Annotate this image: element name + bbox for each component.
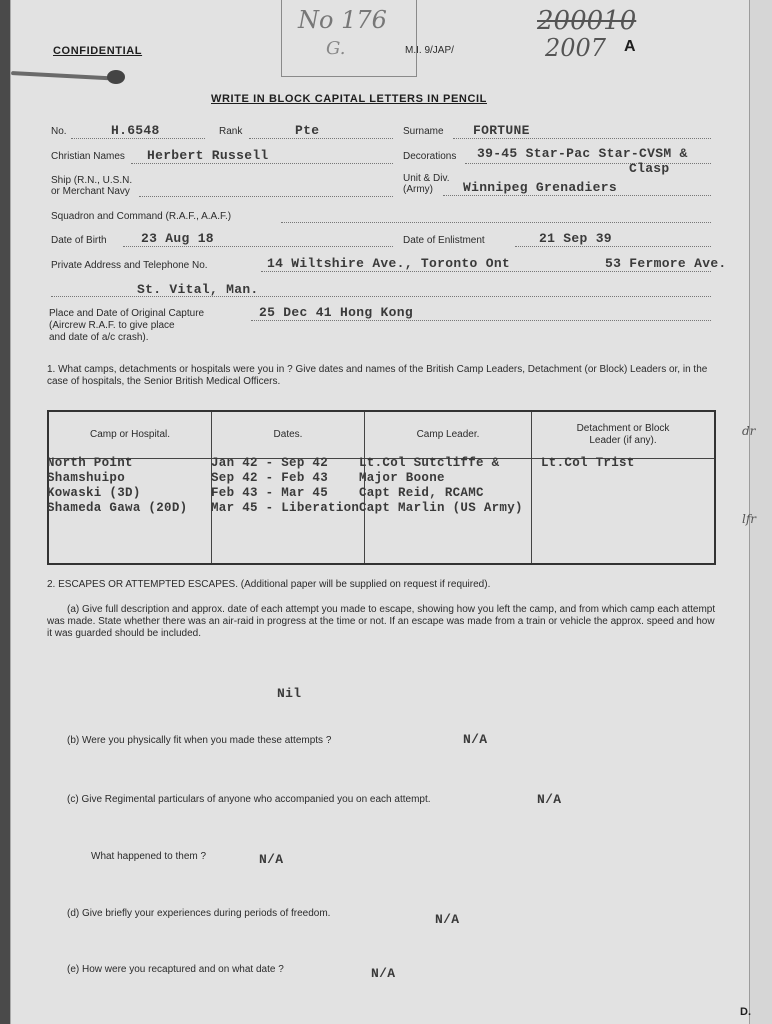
aircrew-label: (Aircrew R.A.F. to give place xyxy=(49,320,175,331)
mi-reference: M.I. 9/JAP/ xyxy=(405,45,454,56)
form-title: WRITE IN BLOCK CAPITAL LETTERS IN PENCIL xyxy=(211,93,487,105)
address-value-cont: St. Vital, Man. xyxy=(137,282,259,297)
answer-e: N/A xyxy=(371,966,396,981)
col-leader-header: Camp Leader. xyxy=(365,411,532,459)
corner-mark: D. xyxy=(740,1006,751,1018)
camp-row-leader: Major Boone xyxy=(359,471,445,485)
surname-label: Surname xyxy=(403,126,444,137)
army-label: (Army) xyxy=(403,184,433,195)
answer-c-followup: N/A xyxy=(259,852,284,867)
decorations-value: 39-45 Star-Pac Star-CVSM & xyxy=(477,146,688,161)
question-c: (c) Give Regimental particulars of anyone who accompanied you on each attempt. xyxy=(67,794,431,805)
camp-row-leader: Capt Reid, RCAMC xyxy=(359,486,484,500)
margin-note-1: dr xyxy=(742,424,756,438)
col-dates-header: Dates. xyxy=(212,411,365,459)
address-label: Private Address and Telephone No. xyxy=(51,260,208,271)
surname-value: FORTUNE xyxy=(473,123,530,138)
decorations-label: Decorations xyxy=(403,151,457,162)
form-page xyxy=(10,0,750,1024)
camp-row-leader: Lt.Col Sutcliffe & xyxy=(359,456,500,470)
rank-label: Rank xyxy=(219,126,243,137)
ship-label: Ship (R.N., U.S.N. xyxy=(51,175,133,186)
corner-letter: A xyxy=(624,38,636,55)
camp-row-dates: Sep 42 - Feb 43 xyxy=(211,471,329,485)
camp-row-dates: Jan 42 - Sep 42 xyxy=(211,456,329,470)
stamp-number: No 176 xyxy=(298,6,387,34)
stamp-sub: G. xyxy=(326,38,346,59)
dob-label: Date of Birth xyxy=(51,235,107,246)
camp-row-dates: Mar 45 - Liberation xyxy=(211,501,360,515)
question-d: (d) Give briefly your experiences during periods of freedom. xyxy=(67,908,331,919)
rank-value: Pte xyxy=(295,123,320,138)
crash-label: and date of a/c crash). xyxy=(49,332,149,343)
section1-question: 1. What camps, detachments or hospitals were you in ? Give dates and names of the British Camp Leaders, Detachment (or Block) Leaders or, in the case of hospitals, the Senior British Medical Officers. xyxy=(47,364,708,387)
question-c-followup: What happened to them ? xyxy=(91,851,207,862)
christian-names-value: Herbert Russell xyxy=(147,148,269,163)
merchant-navy-label: or Merchant Navy xyxy=(51,186,130,197)
camp-row-camp: Shameda Gawa (20D) xyxy=(47,501,188,515)
registry-stamp-box xyxy=(281,0,417,77)
dob-value: 23 Aug 18 xyxy=(141,231,214,246)
squadron-label: Squadron and Command (R.A.F., A.A.F.) xyxy=(51,211,232,222)
binding-knot xyxy=(107,70,125,84)
col-camp-header: Camp or Hospital. xyxy=(48,411,212,459)
question-a: (a) Give full description and approx. date of each attempt you made to escape, showing how you left the camp, and from which camp each attempt was made. State whether there was an air-raid in progress at the time or not. If an escape was made from a train or vehicle the approx. speed and how it was guarded should be included. xyxy=(47,604,716,639)
camp-row-detachment: Lt.Col Trist xyxy=(541,456,635,470)
camp-row-dates: Feb 43 - Mar 45 xyxy=(211,486,329,500)
capture-value: 25 Dec 41 Hong Kong xyxy=(259,305,413,320)
no-label: No. xyxy=(51,126,67,137)
margin-note-2: lfr xyxy=(742,512,757,526)
camp-row-camp: North Point xyxy=(47,456,133,470)
unit-label: Unit & Div. xyxy=(403,173,450,184)
answer-c: N/A xyxy=(537,792,562,807)
service-number-value: H.6548 xyxy=(111,123,160,138)
address-value-alt: 53 Fermore Ave. xyxy=(605,256,727,271)
answer-b: N/A xyxy=(463,732,488,747)
enlistment-label: Date of Enlistment xyxy=(403,235,485,246)
corner-struck-number: 200010 xyxy=(537,6,637,36)
christian-names-label: Christian Names xyxy=(51,151,125,162)
corner-number: 2007 xyxy=(545,34,607,62)
camp-row-leader: Capt Marlin (US Army) xyxy=(359,501,523,515)
enlistment-value: 21 Sep 39 xyxy=(539,231,612,246)
camp-row-camp: Kowaski (3D) xyxy=(47,486,141,500)
section2-heading: 2. ESCAPES OR ATTEMPTED ESCAPES. (Additional paper will be supplied on request if required). xyxy=(47,579,491,590)
answer-d: N/A xyxy=(435,912,460,927)
unit-value: Winnipeg Grenadiers xyxy=(463,180,617,195)
answer-a: Nil xyxy=(277,686,302,701)
camp-row-camp: Shamshuipo xyxy=(47,471,126,485)
col-detachment-header: Detachment or Block Leader (if any). xyxy=(532,411,716,459)
capture-label: Place and Date of Original Capture xyxy=(49,308,205,319)
confidential-label: CONFIDENTIAL xyxy=(53,45,143,57)
question-e: (e) How were you recaptured and on what date ? xyxy=(67,964,284,975)
address-value: 14 Wiltshire Ave., Toronto Ont xyxy=(267,256,511,271)
question-b: (b) Were you physically fit when you made these attempts ? xyxy=(67,735,332,746)
decorations-value-cont: Clasp xyxy=(629,161,670,176)
